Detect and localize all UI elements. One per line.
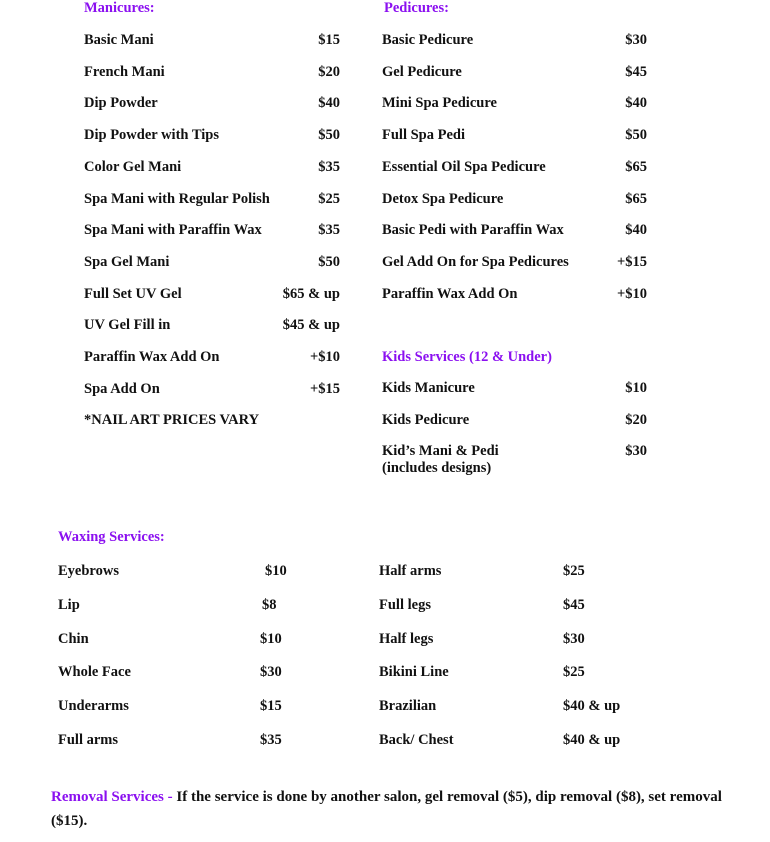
waxing-item-price: $30 [260,664,282,681]
manicure-item-name: Basic Mani [84,32,154,48]
removal-text: If the service is done by another salon, gel removal ($5), dip removal ($8), set removal ($15). [51,789,722,829]
manicure-item-name: Paraffin Wax Add On [84,349,220,365]
waxing-item-name: Bikini Line [379,664,449,681]
manicure-item-name: Full Set UV Gel [84,285,182,302]
waxing-item-price: $25 [563,664,585,681]
pedicure-item-price: $30 [625,32,647,48]
waxing-item-price: $10 [260,630,282,647]
waxing-item-price: $30 [563,630,585,647]
pedicure-item-name: Mini Spa Pedicure [382,95,497,112]
manicure-item-name: Spa Mani with Paraffin Wax [84,222,262,239]
kids-item-name: Kids Manicure [382,380,475,396]
manicure-item-name: *NAIL ART PRICES VARY [84,412,260,429]
manicure-item-price: $20 [318,63,340,80]
waxing-item-name: Lip [58,596,80,613]
waxing-item-name: Whole Face [58,664,131,681]
manicure-item-name: Color Gel Mani [84,158,182,175]
manicure-item-price: $50 [318,127,340,144]
pedicure-item-price: $45 [625,63,647,80]
manicure-item-name: Dip Powder with Tips [84,127,219,144]
pedicure-item-price: $65 [625,158,647,175]
manicure-item-name: Spa Mani with Regular Polish [84,190,270,207]
manicure-item-name: Dip Powder [84,95,158,112]
kids-item-price: $20 [625,411,647,428]
pedicure-item-name: Gel Add On for Spa Pedicures [382,253,569,270]
manicure-item-name: Spa Gel Mani [84,253,170,270]
waxing-item-price: $15 [260,698,282,715]
manicure-item-price: $65 & up [282,285,340,302]
pedicure-item-name: Gel Pedicure [382,63,462,80]
kids-heading: Kids Services (12 & Under) [382,349,552,365]
waxing-item-price: $40 & up [563,732,621,748]
pedicure-item-name: Basic Pedi with Paraffin Wax [382,222,564,239]
waxing-item-name: Half legs [379,630,434,647]
pedicure-item-name: Detox Spa Pedicure [382,190,504,207]
waxing-item-name: Half arms [379,563,442,579]
manicure-item-price: $50 [318,253,340,270]
pedicure-item-name: Essential Oil Spa Pedicure [382,158,546,175]
pedicure-item-price: +$10 [616,285,647,302]
manicure-item-name: UV Gel Fill in [84,317,171,334]
pedicure-item-price: $40 [625,95,647,112]
manicure-item-price: $45 & up [282,317,340,334]
removal-services [51,785,731,833]
manicure-item-price: +$15 [309,380,340,397]
pedicure-item-name: Paraffin Wax Add On [382,285,518,302]
pedicure-item-price: $40 [625,222,647,239]
waxing-item-name: Chin [58,630,89,647]
kids-item-name: Kids Pedicure [382,411,470,428]
waxing-item-name: Eyebrows [58,563,119,579]
waxing-item-price: $25 [563,563,585,579]
manicure-item-price: $15 [318,32,340,48]
manicures-heading: Manicures: [84,0,155,16]
waxing-item-name: Full legs [379,596,431,613]
waxing-item-name: Brazilian [379,698,437,715]
pedicures-heading: Pedicures: [384,0,449,16]
pedicure-item-price: +$15 [616,253,647,270]
removal-title: Removal Services [51,789,164,805]
waxing-item-price: $35 [260,732,282,748]
manicure-item-name: Spa Add On [84,380,160,397]
pedicure-item-name: Full Spa Pedi [382,127,465,144]
pedicure-item-name: Basic Pedicure [382,32,474,48]
manicure-item-price: $25 [318,190,340,207]
manicure-item-price: $35 [318,158,340,175]
manicure-item-price: +$10 [309,349,340,365]
removal-separator: - [163,789,177,805]
waxing-item-price: $45 [563,596,585,613]
waxing-item-price: $8 [262,596,277,613]
manicure-item-price: $35 [318,222,340,239]
waxing-item-name: Back/ Chest [379,732,454,748]
kids-item-price: $10 [625,380,647,396]
waxing-item-price: $40 & up [563,698,621,715]
pedicure-item-price: $50 [625,127,647,144]
kids-item-name: Kid’s Mani & Pedi [382,443,499,460]
waxing-item-name: Full arms [58,732,119,748]
pedicure-item-price: $65 [625,190,647,207]
kids-item-note: (includes designs) [382,460,492,477]
manicure-item-name: French Mani [84,63,165,80]
waxing-item-name: Underarms [58,698,129,715]
manicure-item-price: $40 [318,95,340,112]
waxing-item-price: $10 [265,563,287,579]
waxing-heading: Waxing Services: [58,529,165,545]
kids-item-price: $30 [625,443,647,460]
